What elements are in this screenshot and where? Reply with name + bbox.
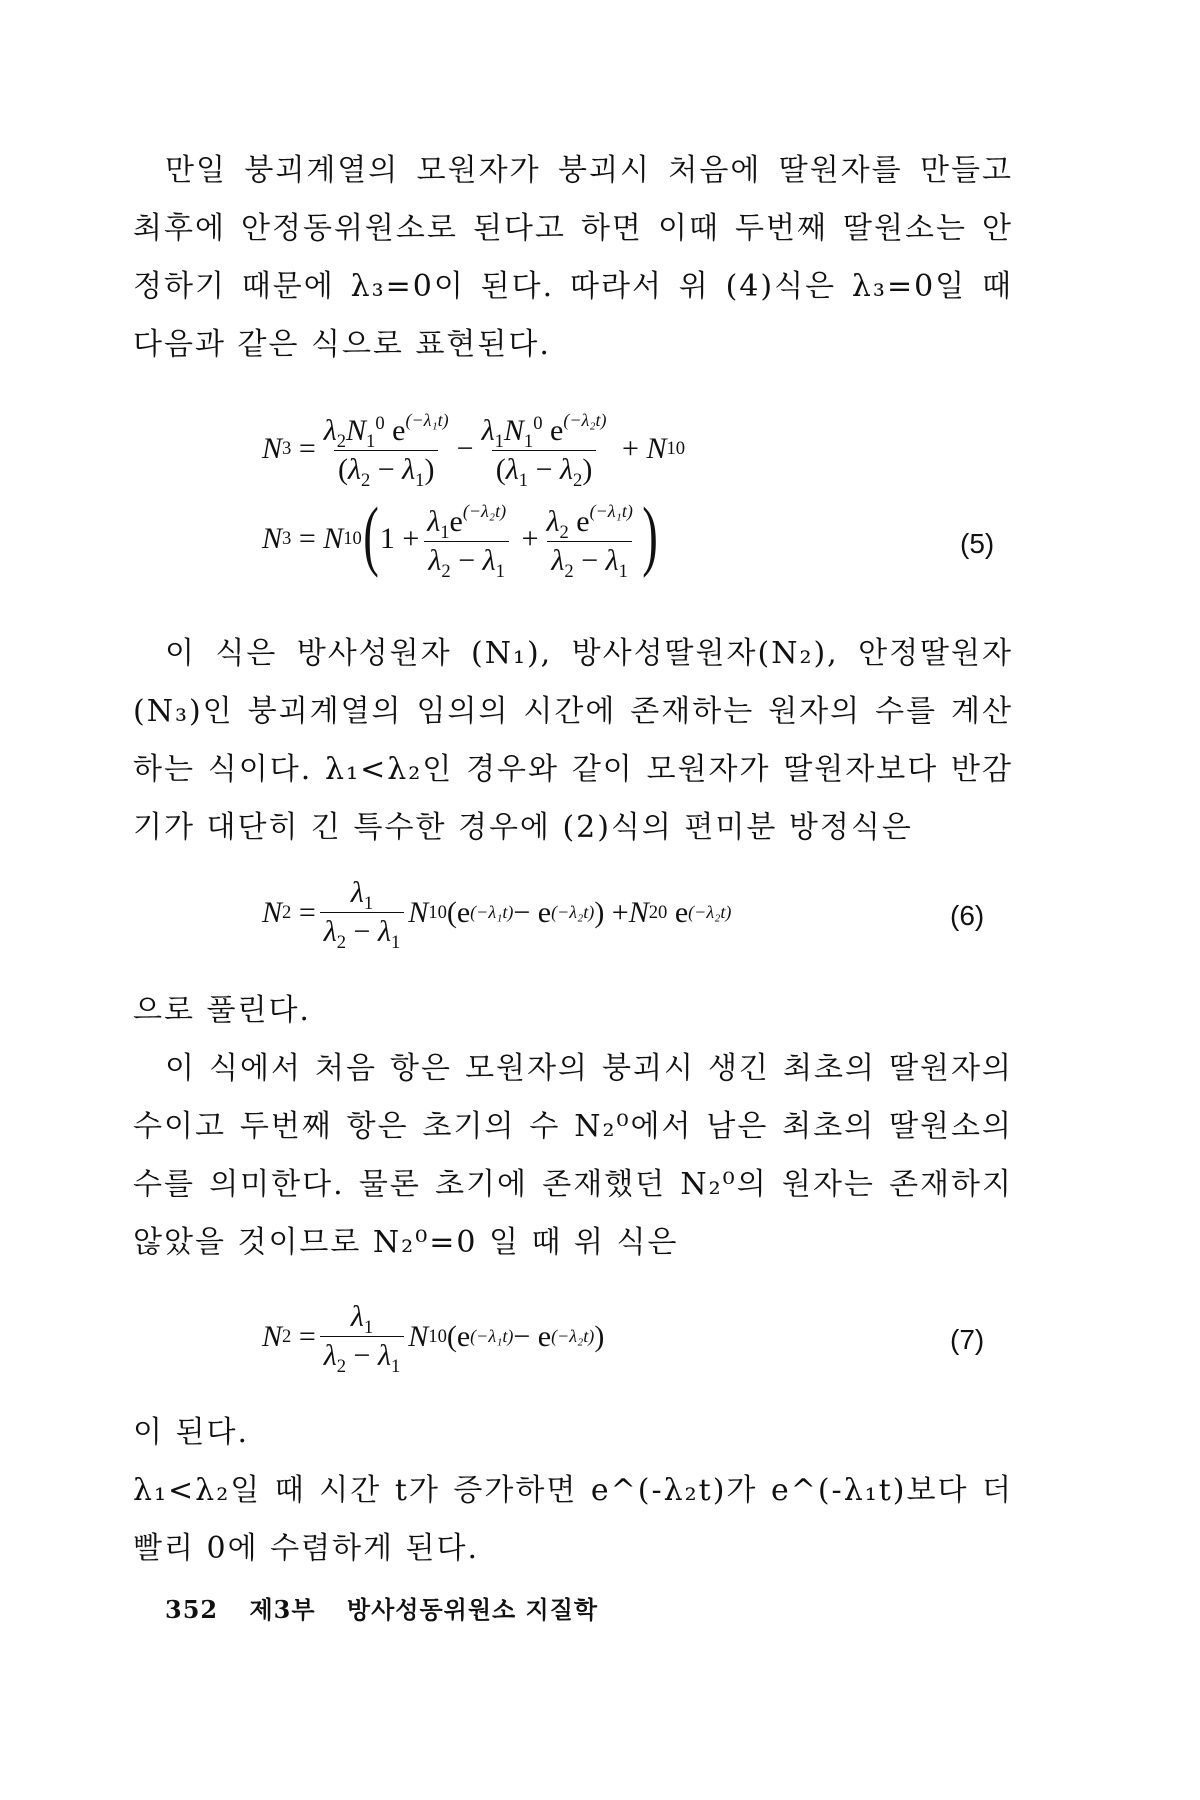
equation-7-number: (7) [950,1324,985,1355]
part-label: 제3부 [249,1595,316,1624]
book-title: 방사성동위원소 지질학 [346,1595,599,1624]
paragraph-1: 만일 붕괴계열의 모원자가 붕괴시 처음에 딸원자를 만들고 최후에 안정동위원소로 된다고 하면 이때 두번째 딸원소는 안정하기 때문에 λ₃=0이 된다. 따라서 위 (4)식은 λ₃=0일 때 다음과 같은 식으로 표현된다. [133,153,1013,362]
page-number: 352 [165,1595,219,1624]
equation-6-number: (6) [950,900,985,931]
equation-7-line: N 2 = $\frac{\lambda_1}{\lambda_2 - \lambda_1}$ N 1 0 (e (−λ₁t) − e (−λ₂t) ) [262,1300,605,1377]
paragraph-6: λ₁<λ₂일 때 시간 t가 증가하면 e^(-λ₂t)가 e^(-λ₁t)보다 더 빨리 0에 수렴하게 된다. [133,1473,1013,1566]
paragraph-5: 이 된다. [133,1415,250,1450]
paragraph-2: 이 식은 방사성원자 (N₁), 방사성딸원자(N₂), 안정딸원자(N₃)인 붕괴계열의 임의의 시간에 존재하는 원자의 수를 계산하는 식이다. λ₁<λ₂인 경우와 같이 모원자가 딸원자보다 반감기가 대단히 긴 특수한 경우에 (2)식의 편미분 방정식은 [133,636,1013,845]
page-footer [165,1590,620,1625]
equation-5-line-2: N 3 = N 1 0 ( 1 + $\frac{\lambda_1e^{(-\lambda_2t)}}{\lambda_2 - \lambda_1}$ + $\frac{\lambda_2 e^{(-\lambda_1t)}}{\lambda_2 - \lambda_1}$ ) [262,491,658,582]
paragraph-3: 으로 풀린다. [133,993,311,1028]
paragraph-4: 이 식에서 처음 항은 모원자의 붕괴시 생긴 최초의 딸원자의 수이고 두번째 항은 초기의 수 N₂⁰에서 남은 최초의 딸원소의 수를 의미한다. 물론 초기에 존재했던 N₂⁰의 원자는 존재하지 않았을 것이므로 N₂⁰=0 일 때 위 식은 [133,1051,1013,1260]
equation-5-number: (5) [960,528,995,559]
equation-5-line-1: N 3 = $\frac{\lambda_2N_1^0 e^{(-\lambda_1t)}}{(\lambda_2 - \lambda_1)}$ − $\frac{\lambda_1N_1^0 e^{(-\lambda_2t)}}{(\lambda_1 - \lambda_2)}$ + N 1 0 [262,410,686,491]
equation-6-line: N 2 = $\frac{\lambda_1}{\lambda_2 - \lambda_1}$ N 1 0 (e (−λ₁t) − e (−λ₂t) ) + N 2 0 e (−λ₂t) [262,876,732,953]
